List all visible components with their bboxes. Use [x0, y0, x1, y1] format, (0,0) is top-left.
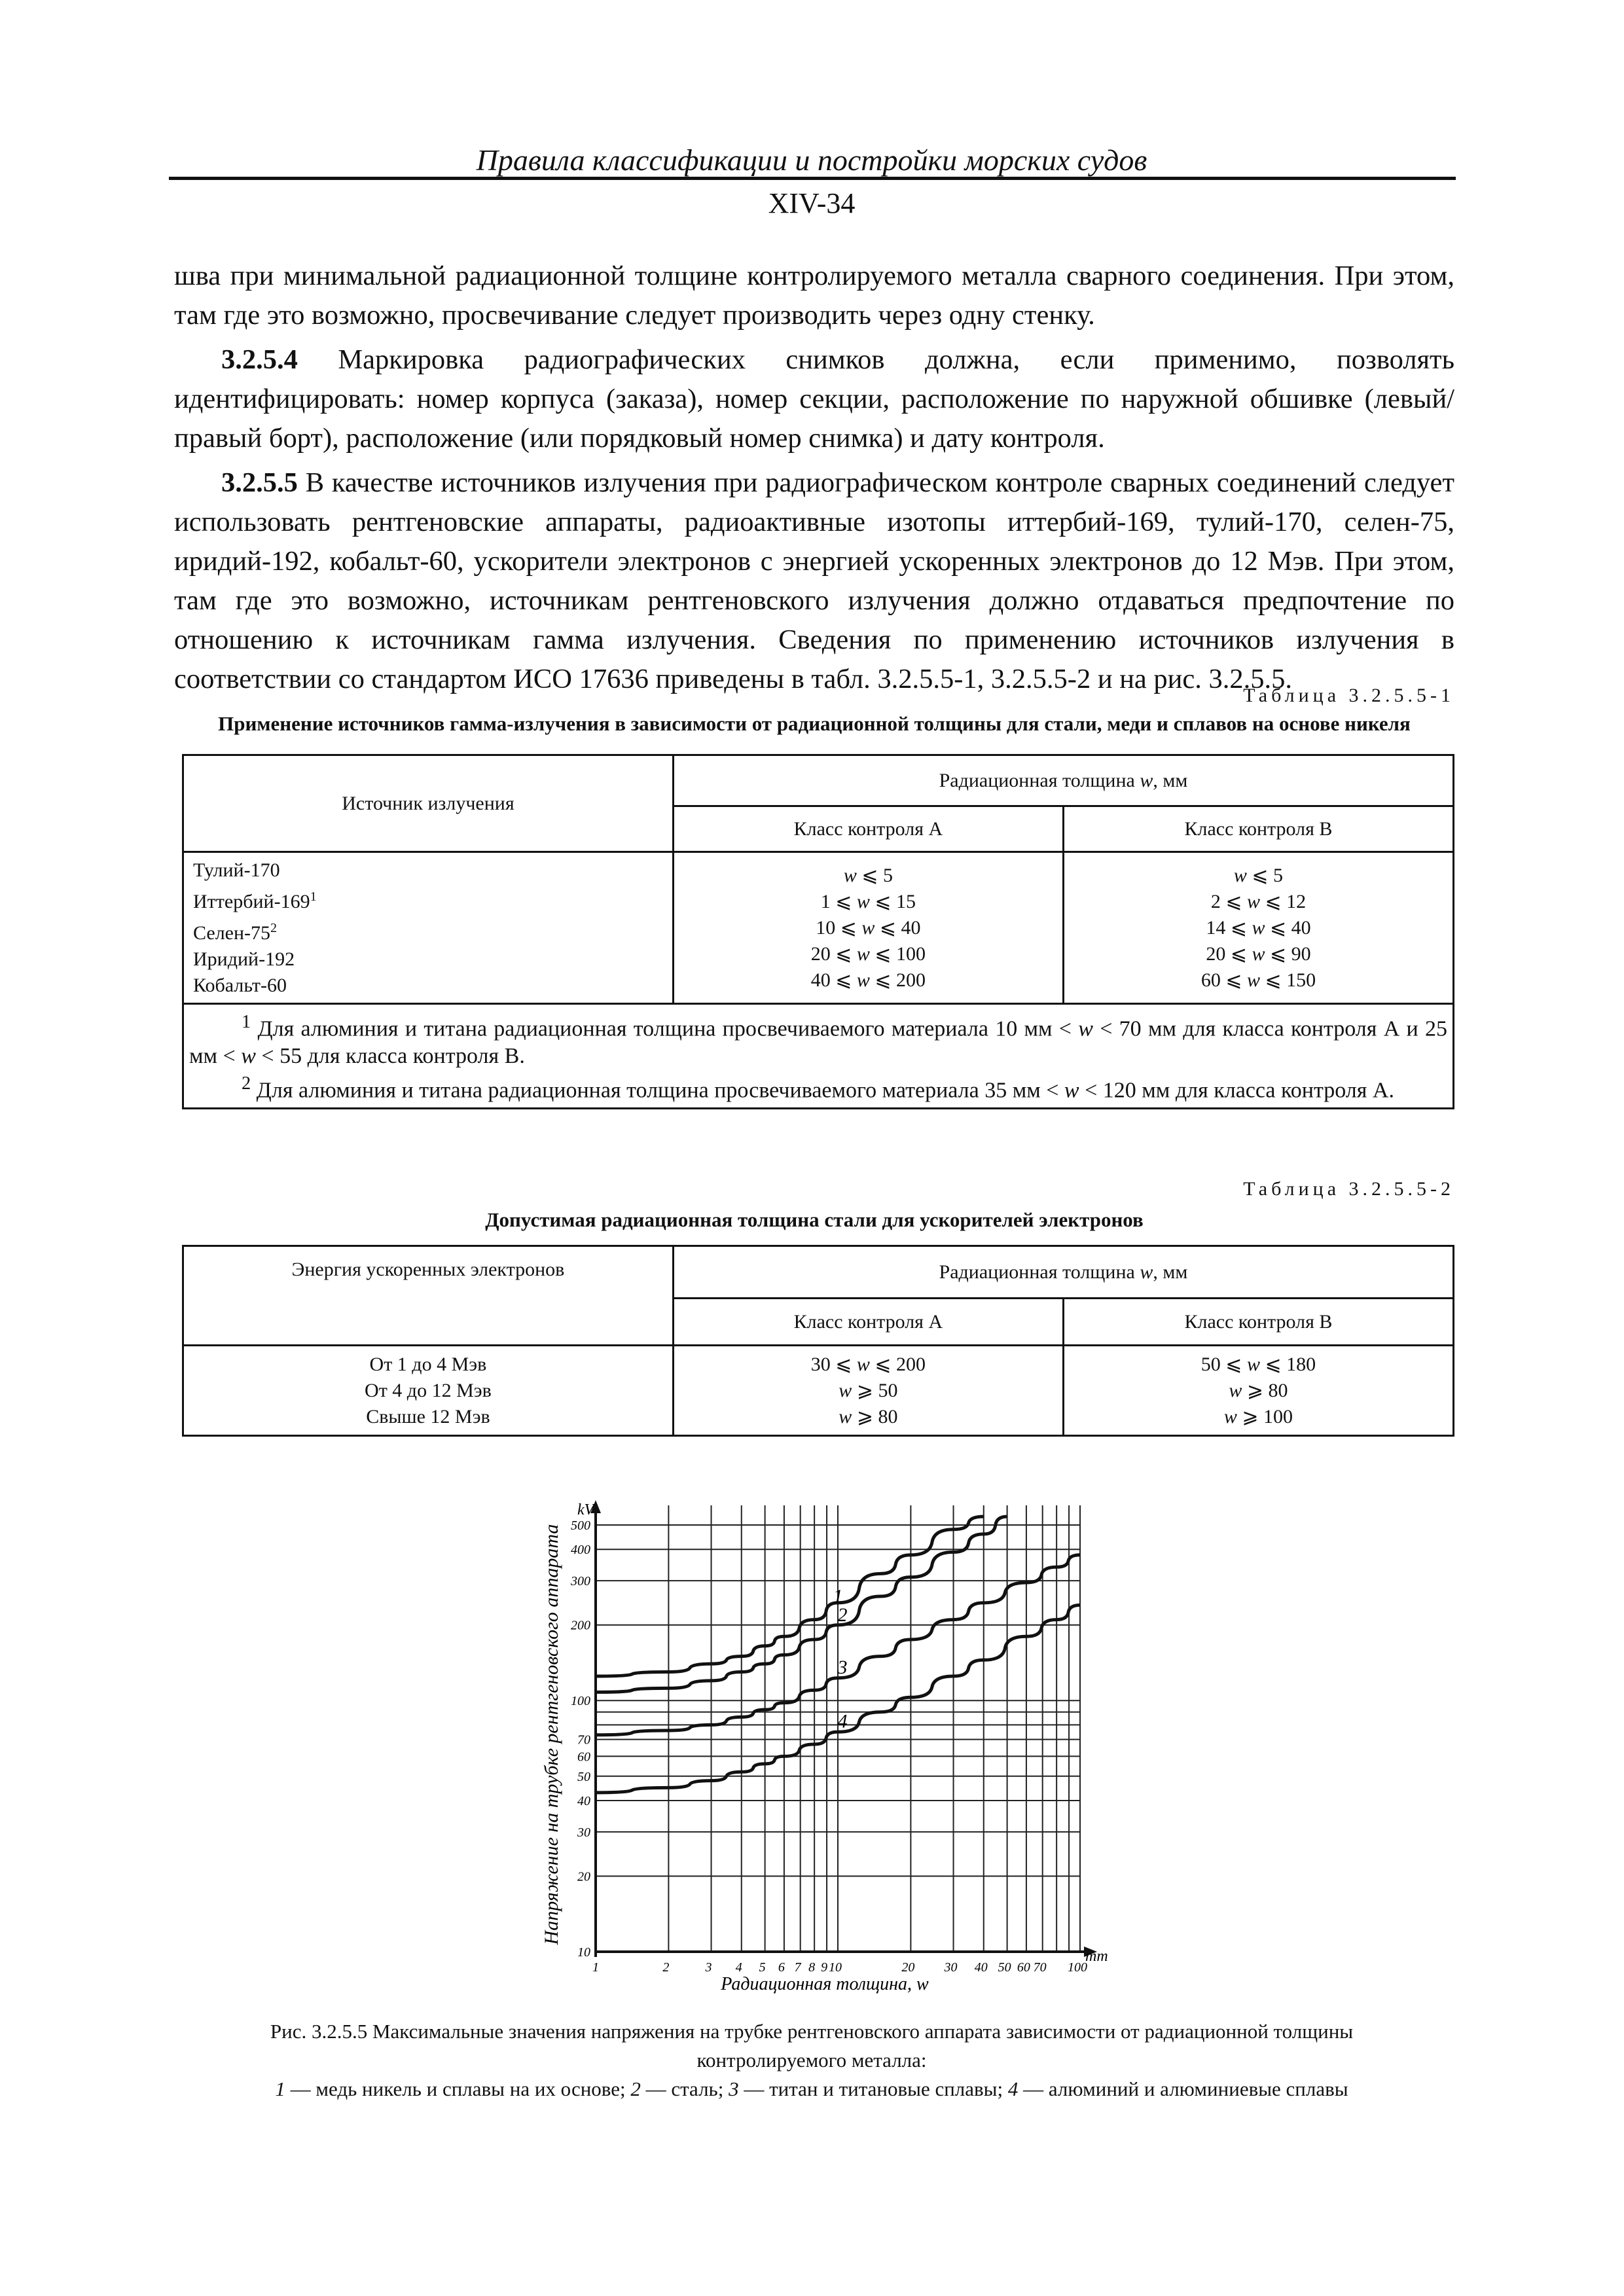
running-head: Правила классификации и постройки морских судов: [476, 143, 1147, 177]
x-tick-label: 6: [778, 1960, 785, 1975]
x-tick-label: 2: [662, 1960, 670, 1975]
footnote-text: Для алюминия и титана радиационная толщина просвечиваемого материала 35 мм < w < 120 мм для класса контроля А.: [251, 1078, 1394, 1103]
x-tick-label: 9: [821, 1960, 828, 1975]
table2-header-class-b: Класс контроля В: [1063, 1299, 1453, 1346]
table1-source-row: Иридий-192: [193, 948, 295, 970]
y-tick-label: 400: [571, 1543, 590, 1558]
table2-energy-row: От 4 до 12 Мэв: [365, 1379, 492, 1401]
table2-title: Допустимая радиационная толщина стали для ускорителей электронов: [485, 1208, 1144, 1231]
table1-header-class-a: Класс контроля А: [673, 806, 1063, 852]
paragraph-continuation: шва при минимальной радиационной толщине контролируемого металла сварного соединения. При этом, там где это возможно, просвечивание следует производить через одну стенку.: [174, 260, 1454, 331]
table1-header-class-b: Класс контроля В: [1063, 806, 1453, 852]
table1-class-a-value: 1 ⩽ w ⩽ 15: [820, 890, 916, 912]
table1-source-row: Иттербий-$169^1$: [193, 889, 317, 912]
legend-text: — сталь;: [640, 2077, 729, 2100]
table1-class-b-cell: [1063, 852, 1453, 1004]
table1-notes: [183, 1004, 1454, 1109]
footnote-mark: 1: [242, 1012, 251, 1032]
table2-energy-row: Свыше 12 Мэв: [366, 1405, 490, 1427]
legend-text: — титан и титановые сплавы;: [738, 2077, 1008, 2100]
table2-energy-values: [184, 1352, 672, 1430]
table1-class-a-value: 10 ⩽ w ⩽ 40: [816, 916, 921, 939]
paragraph-3-2-5-5: [174, 463, 1454, 699]
table1-header-thickness: Радиационная толщина w, мм: [673, 755, 1453, 806]
footnote-mark: 2: [242, 1073, 251, 1094]
y-axis-unit: kV: [577, 1501, 594, 1518]
clause-number: 3.2.5.5: [221, 467, 298, 498]
table1-class-b-value: 14 ⩽ w ⩽ 40: [1206, 916, 1311, 939]
table1-sources-cell: [183, 852, 674, 1004]
y-tick-label: 20: [577, 1869, 590, 1884]
table2-energy-row: От 1 до 4 Мэв: [369, 1353, 487, 1375]
x-tick-label: 3: [705, 1960, 712, 1975]
table1-class-b-value: 60 ⩽ w ⩽ 150: [1200, 969, 1316, 991]
x-tick-label: 1: [592, 1960, 599, 1975]
table2-class-a-value: 30 ⩽ w ⩽ 200: [810, 1353, 926, 1375]
table1-class-a-values: [674, 863, 1062, 994]
table1-title: Применение источников гамма-излучения в зависимости от радиационной толщины для стали, меди и сплавов на основе никеля: [218, 712, 1411, 735]
series-label-3: 3: [837, 1657, 848, 1679]
clause-number: 3.2.5.4: [221, 344, 298, 375]
table2-class-b-value: w ⩾ 80: [1229, 1379, 1288, 1401]
figure-caption-line-2: контролируемого металла:: [696, 2049, 927, 2072]
table1-source-row: Кобальт-60: [193, 974, 287, 996]
legend-number: 1: [275, 2077, 285, 2100]
x-tick-label: 10: [829, 1960, 842, 1975]
y-tick-label: 60: [577, 1749, 590, 1765]
page-number: XIV-34: [768, 187, 856, 219]
table2-class-a-value: w ⩾ 50: [839, 1379, 898, 1401]
y-tick-label: 300: [571, 1574, 590, 1589]
table2-class-a-value: w ⩾ 80: [839, 1405, 898, 1427]
figure-caption: [196, 2017, 1427, 2104]
figure-caption-line-1: Рис. 3.2.5.5 Максимальные значения напряжения на трубке рентгеновского аппарата зависимости от радиационной толщины: [270, 2020, 1354, 2043]
x-tick-label: 70: [1033, 1960, 1047, 1975]
y-tick-label: 100: [571, 1694, 590, 1709]
legend-text: — алюминий и алюминиевые сплавы: [1018, 2077, 1348, 2100]
x-tick-label: 40: [974, 1960, 988, 1975]
series-line-2: [596, 1516, 1007, 1692]
table2-energy-cell: [183, 1346, 674, 1436]
series-line-1: [596, 1516, 984, 1679]
table1-source-row: Селен-$75^2$: [193, 920, 278, 944]
legend-number: 3: [729, 2077, 739, 2100]
x-tick-label: 60: [1017, 1960, 1030, 1975]
table1-note-2: [189, 1070, 1447, 1104]
y-tick-label: 500: [571, 1518, 590, 1533]
table2: [182, 1245, 1454, 1437]
series-label-2: 2: [837, 1604, 848, 1626]
footnote-text: Для алюминия и титана радиационная толщина просвечиваемого материала 10 мм < w < 70 мм для класса контроля А и 25 мм < w < 55 для класса контроля В.: [189, 1016, 1448, 1069]
x-axis-label: Радиационная толщина, w: [721, 1974, 929, 1994]
x-tick-label: 30: [944, 1960, 958, 1975]
series-label-4: 4: [837, 1710, 848, 1732]
table2-class-a-cell: [673, 1346, 1063, 1436]
table2-class-b-value: 50 ⩽ w ⩽ 180: [1200, 1353, 1316, 1375]
y-tick-label: 30: [577, 1825, 590, 1840]
table1: [182, 754, 1454, 1109]
y-tick-label: 50: [577, 1769, 590, 1784]
x-tick-label: 50: [998, 1960, 1011, 1975]
x-axis-unit: mm: [1085, 1948, 1108, 1965]
x-tick-label: 100: [1068, 1960, 1087, 1975]
x-tick-label: 7: [794, 1960, 801, 1975]
y-tick-label: 200: [571, 1618, 590, 1633]
x-tick-label: 8: [808, 1960, 816, 1975]
table2-header-thickness: Радиационная толщина w, мм: [673, 1246, 1453, 1299]
table2-class-b-cell: [1063, 1346, 1453, 1436]
table2-caption: Таблица 3.2.5.5-2: [1243, 1178, 1454, 1200]
table1-class-b-value: w ⩽ 5: [1233, 864, 1284, 886]
table2-header-energy: Энергия ускоренных электронов: [183, 1246, 674, 1346]
clause-text: В качестве источников излучения при радиографическом контроле сварных соединений следует использовать рентгеновские аппараты, радиоактивные изотопы иттербий-169, тулий-170, селен-75, иридий-192, кобальт-60, ускорители электронов с энергией ускоренных электронов до 12 Мэв. При этом, там где это возможно, источникам рентгеновского излучения должно отдаваться предпочтение по отношению к источникам гамма излучения. Сведения по применению источников излучения в соответствии со стандартом ИСО 17636 приведены в табл. 3.2.5.5-1, 3.2.5.5-2 и на рис. 3.2.5.5.: [174, 467, 1454, 694]
table1-class-a-value: 40 ⩽ w ⩽ 200: [810, 969, 926, 991]
x-tick-label: 5: [759, 1960, 766, 1975]
table2-class-b-value: w ⩾ 100: [1223, 1405, 1293, 1427]
series-label-1: 1: [833, 1585, 843, 1607]
legend-text: — медь никель и сплавы на их основе;: [285, 2077, 631, 2100]
body-text: [174, 257, 1454, 704]
voltage-thickness-chart: [537, 1499, 1152, 1996]
clause-text: Маркировка радиографических снимков должна, если применимо, позволять идентифицировать: номер корпуса (заказа), номер секции, расположение по наружной обшивке (левый/правый борт), расположение (или порядковый номер снимка) и дату контроля.: [174, 344, 1454, 454]
table1-class-a-value: w ⩽ 5: [843, 864, 893, 886]
table1-class-b-value: 20 ⩽ w ⩽ 90: [1206, 942, 1311, 965]
table1-note-1: [189, 1009, 1447, 1070]
table2-header-class-a: Класс контроля А: [673, 1299, 1063, 1346]
y-tick-label: 70: [577, 1732, 590, 1748]
legend-number: 2: [630, 2077, 641, 2100]
x-tick-label: 20: [901, 1960, 915, 1975]
header-divider: [169, 177, 1456, 180]
y-tick-label: 40: [577, 1793, 590, 1808]
table1-sources: [193, 857, 672, 999]
table1-class-a-value: 20 ⩽ w ⩽ 100: [810, 942, 926, 965]
table1-class-b-value: 2 ⩽ w ⩽ 12: [1210, 890, 1307, 912]
table1-caption: Таблица 3.2.5.5-1: [1243, 685, 1454, 706]
table1-class-b-values: [1064, 863, 1453, 994]
y-axis-label: Напряжение на трубке рентгеновского аппарата: [541, 1524, 562, 1945]
paragraph-3-2-5-4: [174, 340, 1454, 458]
table1-source-row: Тулий-170: [193, 859, 280, 881]
x-tick-label: 4: [735, 1960, 742, 1975]
table2-class-a-values: [674, 1352, 1062, 1430]
figure-legend: [196, 2075, 1427, 2104]
table1-class-a-cell: [673, 852, 1063, 1004]
table1-header-source: Источник излучения: [183, 755, 674, 852]
table2-class-b-values: [1064, 1352, 1453, 1430]
y-tick-label: 10: [577, 1945, 590, 1960]
legend-number: 4: [1007, 2077, 1019, 2100]
